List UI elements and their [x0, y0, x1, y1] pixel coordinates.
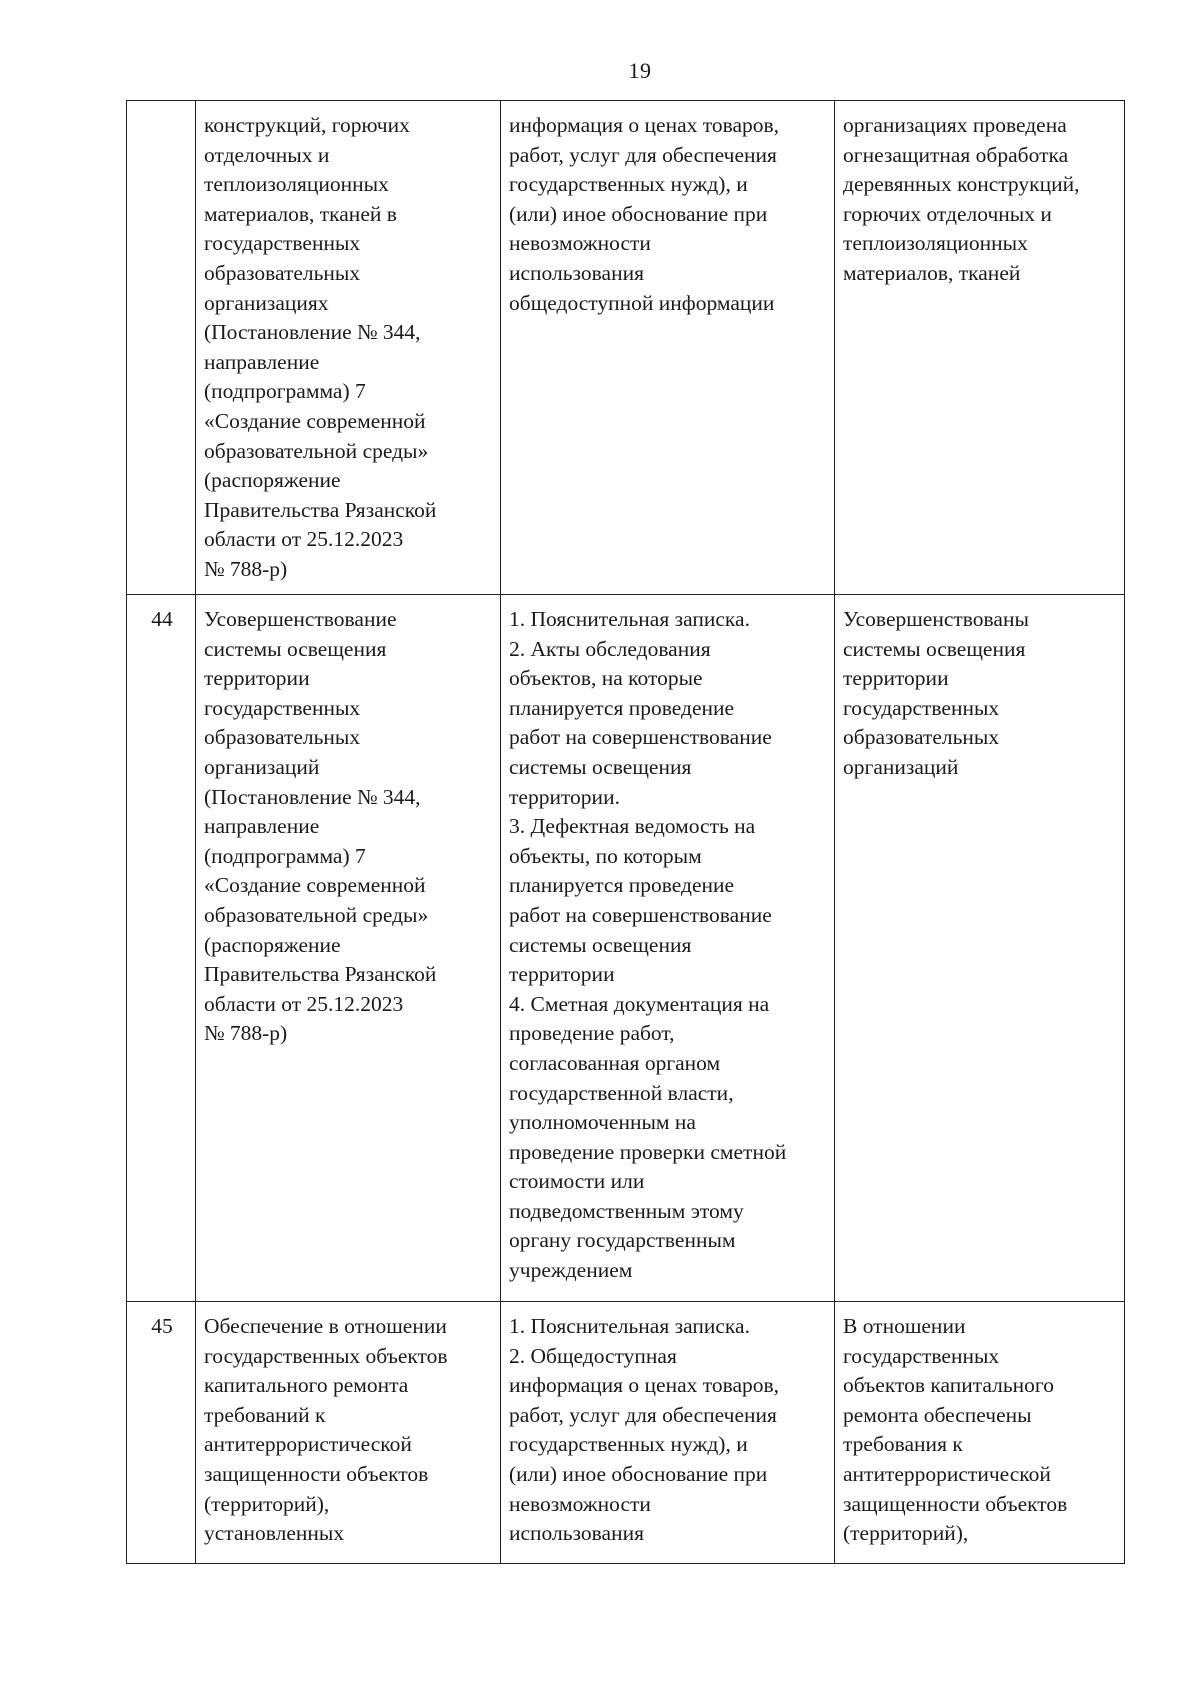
expected-result-cell: Усовершенствованы системы освещения территории государственных образовательных организаций [835, 595, 1125, 1302]
event-description-cell: конструкций, горючих отделочных и теплоизоляционных материалов, тканей в государственных образовательных организациях (Постановление № 344, направление (подпрограмма) 7 «Создание современной образовательной среды» (распоряжение Правительства Рязанской области от 25.12.2023 № 788-р) [196, 101, 501, 595]
row-number-cell: 44 [127, 595, 196, 1302]
required-documents-cell: информация о ценах товаров, работ, услуг для обеспечения государственных нужд), и (или) иное обоснование при невозможности использования общедоступной информации [501, 101, 835, 595]
required-documents-cell: 1. Пояснительная записка. 2. Акты обследования объектов, на которые планируется проведение работ на совершенствование системы освещения территории. 3. Дефектная ведомость на объекты, по которым планируется проведение работ на совершенствование системы освещения территории 4. Сметная документация на проведение работ, согласованная органом государственной власти, уполномоченным на проведение проверки сметной стоимости или подведомственным этому органу государственным учреждением [501, 595, 835, 1302]
table-row [127, 1302, 1125, 1564]
activities-table [126, 100, 1125, 1564]
row-number-cell [127, 101, 196, 595]
expected-result-cell: В отношении государственных объектов капитального ремонта обеспечены требования к антитеррористической защищенности объектов (территорий), [835, 1302, 1125, 1564]
event-description-cell: Обеспечение в отношении государственных объектов капитального ремонта требований к антитеррористической защищенности объектов (территорий), установленных [196, 1302, 501, 1564]
table-row [127, 595, 1125, 1302]
event-description-cell: Усовершенствование системы освещения территории государственных образовательных организаций (Постановление № 344, направление (подпрограмма) 7 «Создание современной образовательной среды» (распоряжение Правительства Рязанской области от 25.12.2023 № 788-р) [196, 595, 501, 1302]
required-documents-cell: 1. Пояснительная записка. 2. Общедоступная информация о ценах товаров, работ, услуг для обеспечения государственных нужд), и (или) иное обоснование при невозможности использования [501, 1302, 835, 1564]
row-number-cell: 45 [127, 1302, 196, 1564]
table-row [127, 101, 1125, 595]
page-number: 19 [628, 58, 652, 83]
expected-result-cell: организациях проведена огнезащитная обработка деревянных конструкций, горючих отделочных и теплоизоляционных материалов, тканей [835, 101, 1125, 595]
